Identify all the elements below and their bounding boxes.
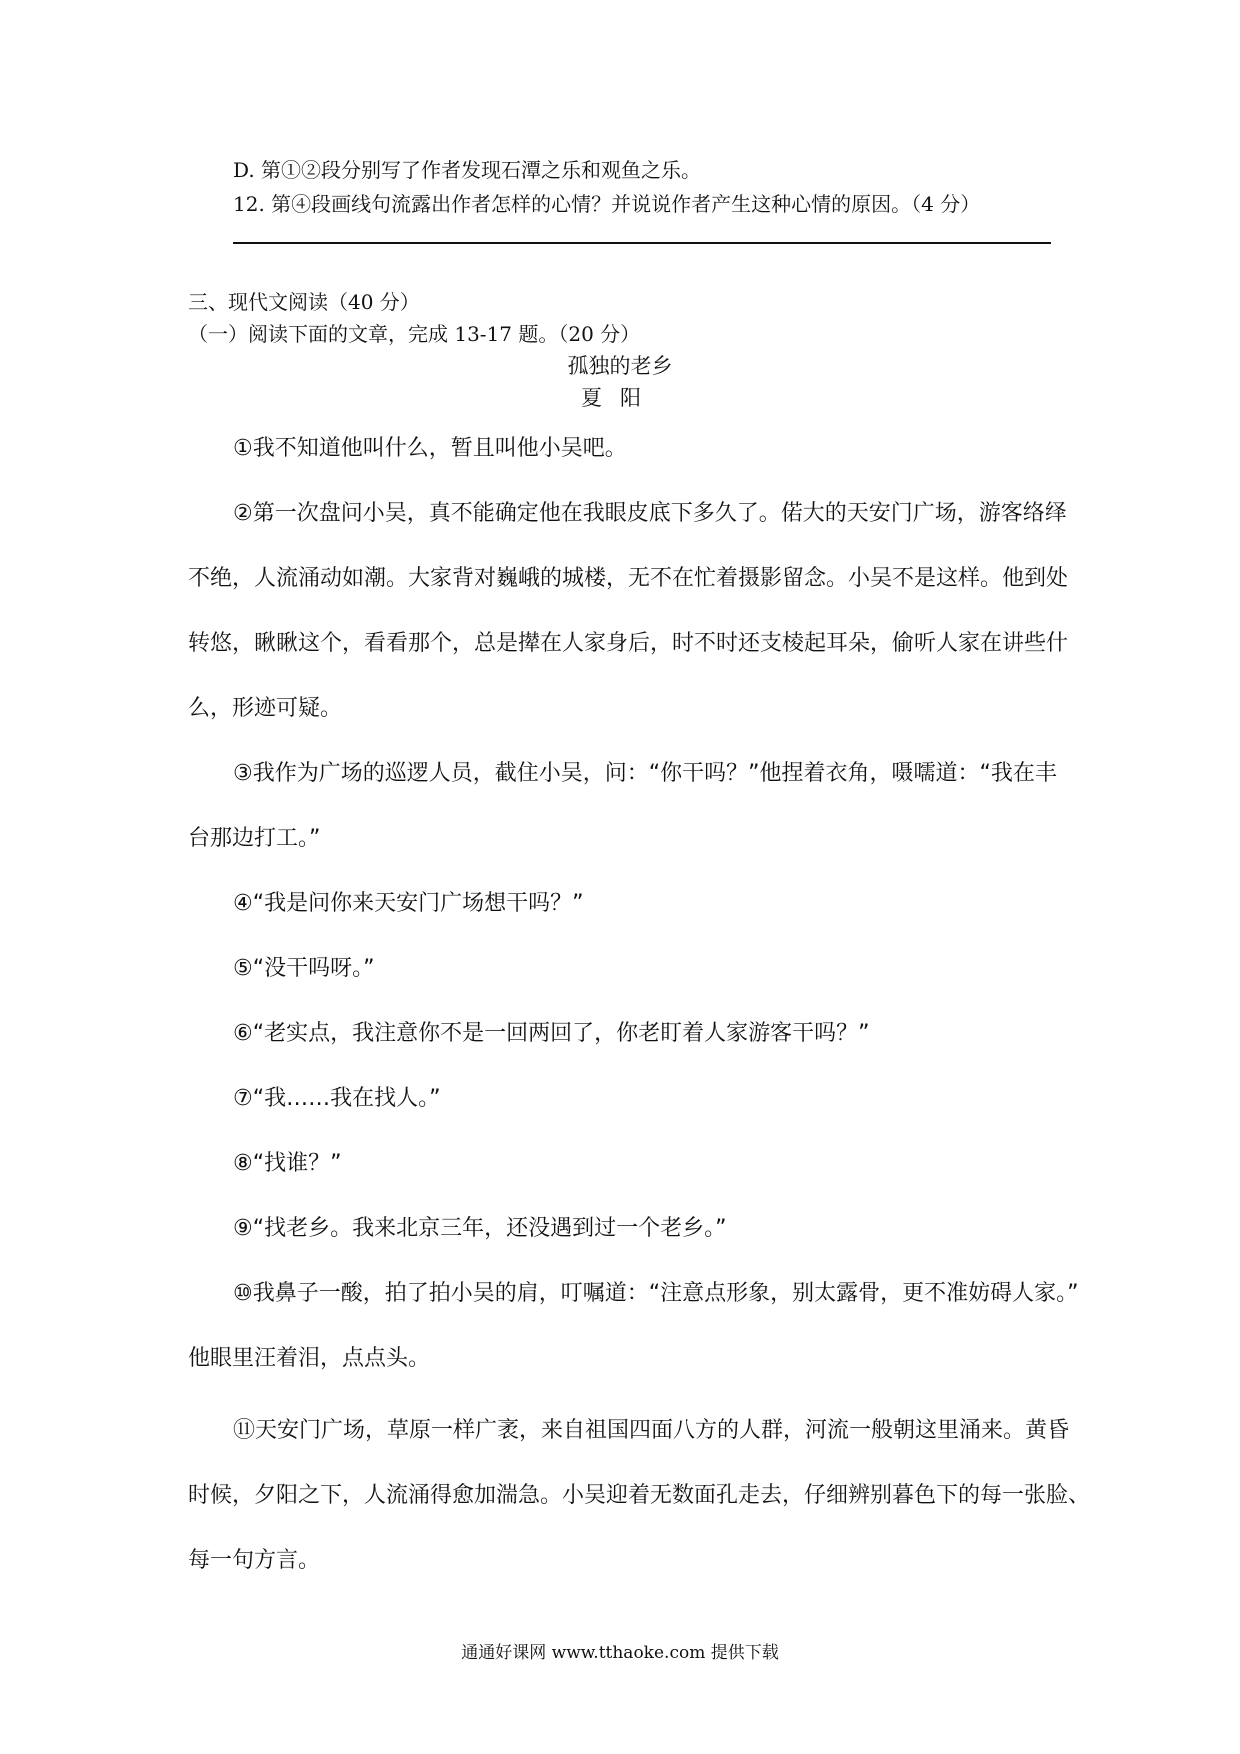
paragraph-line: ⑧“找谁？” [233,1151,342,1176]
article-author: 夏阳 [581,386,659,410]
paragraph-line: ①我不知道他叫什么，暂且叫他小吴吧。 [233,436,627,461]
paragraph-line: ②第一次盘问小吴，真不能确定他在我眼皮底下多久了。偌大的天安门广场，游客络绎 [233,501,1067,526]
paragraph-line: 每一句方言。 [188,1548,321,1573]
page-footer: 通通好课网 www.tthaoke.com 提供下载 [461,1643,779,1663]
paragraph-line: 么，形迹可疑。 [188,696,343,721]
paragraph-line: ⑤“没干吗呀。” [233,956,375,981]
paragraph-line: 台那边打工。” [188,826,321,851]
paragraph-line: 不绝，人流涌动如潮。大家背对巍峨的城楼，无不在忙着摄影留念。小吴不是这样。他到处 [188,566,1069,591]
paragraph-line: ⑨“找老乡。我来北京三年，还没遇到过一个老乡。” [233,1216,727,1241]
answer-line [233,242,1051,244]
question-12-text: 12. 第④段画线句流露出作者怎样的心情？并说说作者产生这种心情的原因。（4 分） [233,192,981,216]
paragraph-line: 他眼里汪着泪，点点头。 [188,1346,431,1371]
paragraph-line: ⑪天安门广场，草原一样广袤，来自祖国四面八方的人群，河流一般朝这里涌来。黄昏 [233,1418,1070,1443]
option-d-text: D. 第①②段分别写了作者发现石潭之乐和观鱼之乐。 [233,158,702,182]
paragraph-line: ③我作为广场的巡逻人员，截住小吴，问：“你干吗？”他捏着衣角，嗫嚅道：“我在丰 [233,761,1057,786]
article-title: 孤独的老乡 [567,354,673,378]
paragraph-line: ⑩我鼻子一酸，拍了拍小吴的肩，叮嘱道：“注意点形象，别太露骨，更不准妨碍人家。” [233,1281,1079,1306]
paragraph-line: 时候，夕阳之下，人流涌得愈加湍急。小吴迎着无数面孔走去，仔细辨别暮色下的每一张脸、 [188,1483,1091,1508]
article-author-row [0,382,1240,412]
paragraph-line: ④“我是问你来天安门广场想干吗？” [233,891,584,916]
paragraph-line: ⑥“老实点，我注意你不是一回两回了，你老盯着人家游客干吗？” [233,1021,870,1046]
section-sub-heading: （一）阅读下面的文章，完成 13-17 题。（20 分） [188,322,641,346]
section-heading: 三、现代文阅读（40 分） [188,290,420,314]
paragraph-line: ⑦“我……我在找人。” [233,1086,441,1111]
paragraph-line: 转悠，瞅瞅这个，看看那个，总是撵在人家身后，时不时还支棱起耳朵，偷听人家在讲些什 [188,631,1069,656]
